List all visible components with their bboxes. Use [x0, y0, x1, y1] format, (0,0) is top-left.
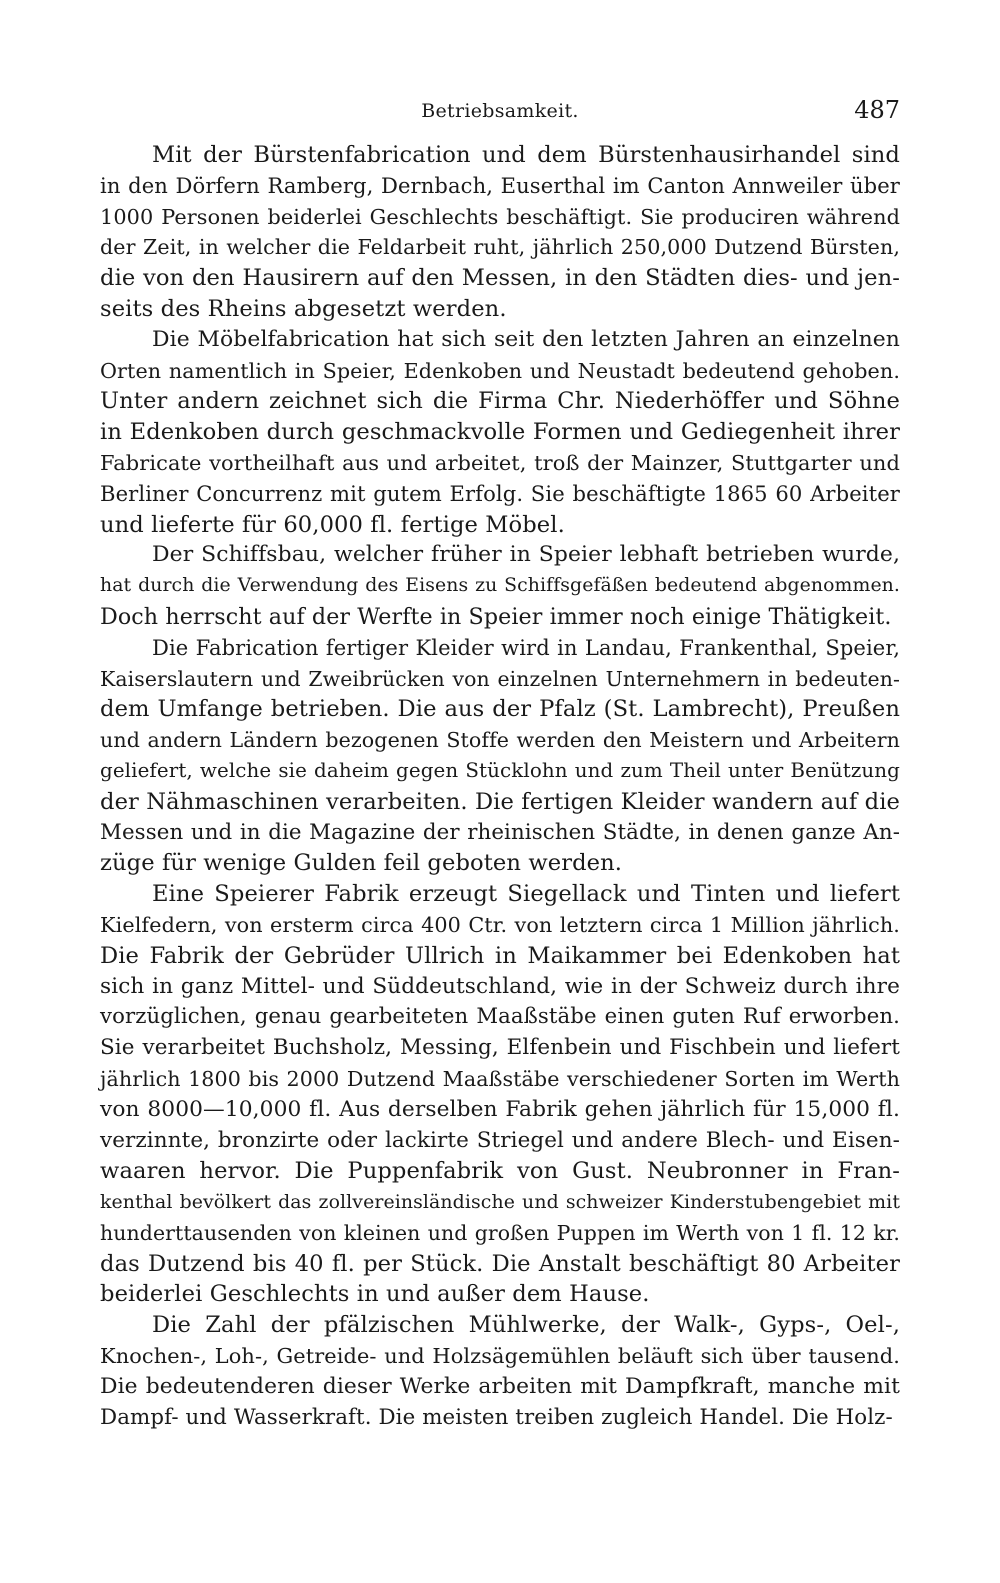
text-line: Die Fabrik der Gebrüder Ullrich in Maikammer bei Edenkoben hat	[100, 942, 900, 969]
text-line: Doch herrscht auf der Werfte in Speier immer noch einige Thätigkeit.	[100, 603, 892, 630]
text-line: Unter andern zeichnet sich die Firma Chr. Niederhöffer und Söhne	[100, 388, 900, 415]
text-line: und andern Ländern bezogenen Stoffe werden den Meistern und Arbeitern	[100, 728, 900, 753]
text-line: hunderttausenden von kleinen und großen Puppen im Werth von 1 fl. 12 kr.	[100, 1220, 900, 1245]
page-header	[100, 96, 900, 136]
text-line: hat durch die Verwendung des Eisens zu Schiffsgefäßen bedeutend abgenommen.	[100, 575, 900, 597]
text-line: die von den Hausirern auf den Messen, in den Städten dies- und jen-	[100, 265, 900, 292]
text-line: Berliner Concurrenz mit gutem Erfolg. Sie beschäftigte 1865 60 Arbeiter	[100, 480, 900, 506]
text-line: kenthal bevölkert das zollvereinsländische und schweizer Kinderstubengebiet mit	[100, 1191, 900, 1214]
text-line: Die Fabrication fertiger Kleider wird in Landau, Frankenthal, Speier,	[152, 634, 900, 660]
text-line: Die Zahl der pfälzischen Mühlwerke, der Walk-, Gyps-, Oel-,	[152, 1312, 900, 1339]
text-line: in Edenkoben durch geschmackvolle Formen und Gediegenheit ihrer	[100, 419, 900, 446]
text-line: der Zeit, in welcher die Feldarbeit ruht, jährlich 250,000 Dutzend Bürsten,	[100, 235, 900, 260]
text-line: und lieferte für 60,000 fl. fertige Möbel.	[100, 511, 565, 538]
text-line: 1000 Personen beiderlei Geschlechts beschäftigt. Sie produciren während	[100, 204, 900, 229]
text-line: beiderlei Geschlechts in und außer dem Hause.	[100, 1281, 650, 1308]
text-line: der Nähmaschinen verarbeiten. Die fertigen Kleider wandern auf die	[100, 788, 900, 815]
text-line: Die bedeutenderen dieser Werke arbeiten mit Dampfkraft, manche mit	[100, 1373, 900, 1399]
body-text	[100, 140, 900, 1433]
text-line: Der Schiffsbau, welcher früher in Speier lebhaft betrieben wurde,	[152, 542, 900, 568]
text-line: dem Umfange betrieben. Die aus der Pfalz (St. Lambrecht), Preußen	[100, 696, 900, 723]
text-line: in den Dörfern Ramberg, Dernbach, Euserthal im Canton Annweiler über	[100, 172, 900, 198]
text-line: Die Möbelfabrication hat sich seit den letzten Jahren an einzelnen	[152, 326, 900, 352]
text-line: von 8000—10,000 fl. Aus derselben Fabrik gehen jährlich für 15,000 fl.	[100, 1096, 900, 1122]
text-line: züge für wenige Gulden feil geboten werden.	[100, 850, 623, 877]
text-line: waaren hervor. Die Puppenfabrik von Gust. Neubronner in Fran-	[100, 1158, 900, 1185]
text-line: Mit der Bürstenfabrication und dem Bürstenhausirhandel sind	[152, 142, 900, 168]
running-head: Betriebsamkeit.	[421, 100, 579, 122]
paragraph	[100, 540, 900, 632]
text-line: Orten namentlich in Speier, Edenkoben und Neustadt bedeutend gehoben.	[100, 358, 900, 383]
text-line: Eine Speierer Fabrik erzeugt Siegellack und Tinten und liefert	[152, 881, 900, 908]
text-line: geliefert, welche sie daheim gegen Stücklohn und zum Theil unter Benützung	[100, 758, 900, 782]
text-line: Sie verarbeitet Buchsholz, Messing, Elfenbein und Fischbein und liefert	[100, 1035, 900, 1061]
text-line: Dampf- und Wasserkraft. Die meisten treiben zugleich Handel. Die Holz-	[100, 1404, 893, 1430]
text-line: sich in ganz Mittel- und Süddeutschland, wie in der Schweiz durch ihre	[100, 973, 900, 999]
text-line: Kielfedern, von ersterm circa 400 Ctr. von letztern circa 1 Million jährlich.	[100, 912, 900, 937]
text-line: Kaiserslautern und Zweibrücken von einzelnen Unternehmern in bedeuten-	[100, 666, 900, 691]
paragraph	[100, 1310, 900, 1433]
page-number: 487	[854, 96, 900, 124]
text-line: Knochen-, Loh-, Getreide- und Holzsägemühlen beläuft sich über tausend.	[100, 1344, 900, 1369]
text-line: seits des Rheins abgesetzt werden.	[100, 295, 507, 322]
text-line: das Dutzend bis 40 fl. per Stück. Die Anstalt beschäftigt 80 Arbeiter	[100, 1250, 900, 1277]
paragraph	[100, 879, 900, 1310]
text-line: vorzüglichen, genau gearbeiteten Maaßstäbe einen guten Ruf erworben.	[100, 1004, 900, 1030]
text-line: Messen und in die Magazine der rheinischen Städte, in denen ganze An-	[100, 819, 900, 845]
text-line: verzinnte, bronzirte oder lackirte Striegel und andere Blech- und Eisen-	[100, 1127, 900, 1153]
text-line: Fabricate vortheilhaft aus und arbeitet, troß der Mainzer, Stuttgarter und	[100, 450, 900, 475]
paragraph	[100, 325, 900, 541]
text-line: jährlich 1800 bis 2000 Dutzend Maaßstäbe verschiedener Sorten im Werth	[100, 1066, 900, 1091]
paragraph	[100, 633, 900, 879]
paragraph	[100, 140, 900, 325]
